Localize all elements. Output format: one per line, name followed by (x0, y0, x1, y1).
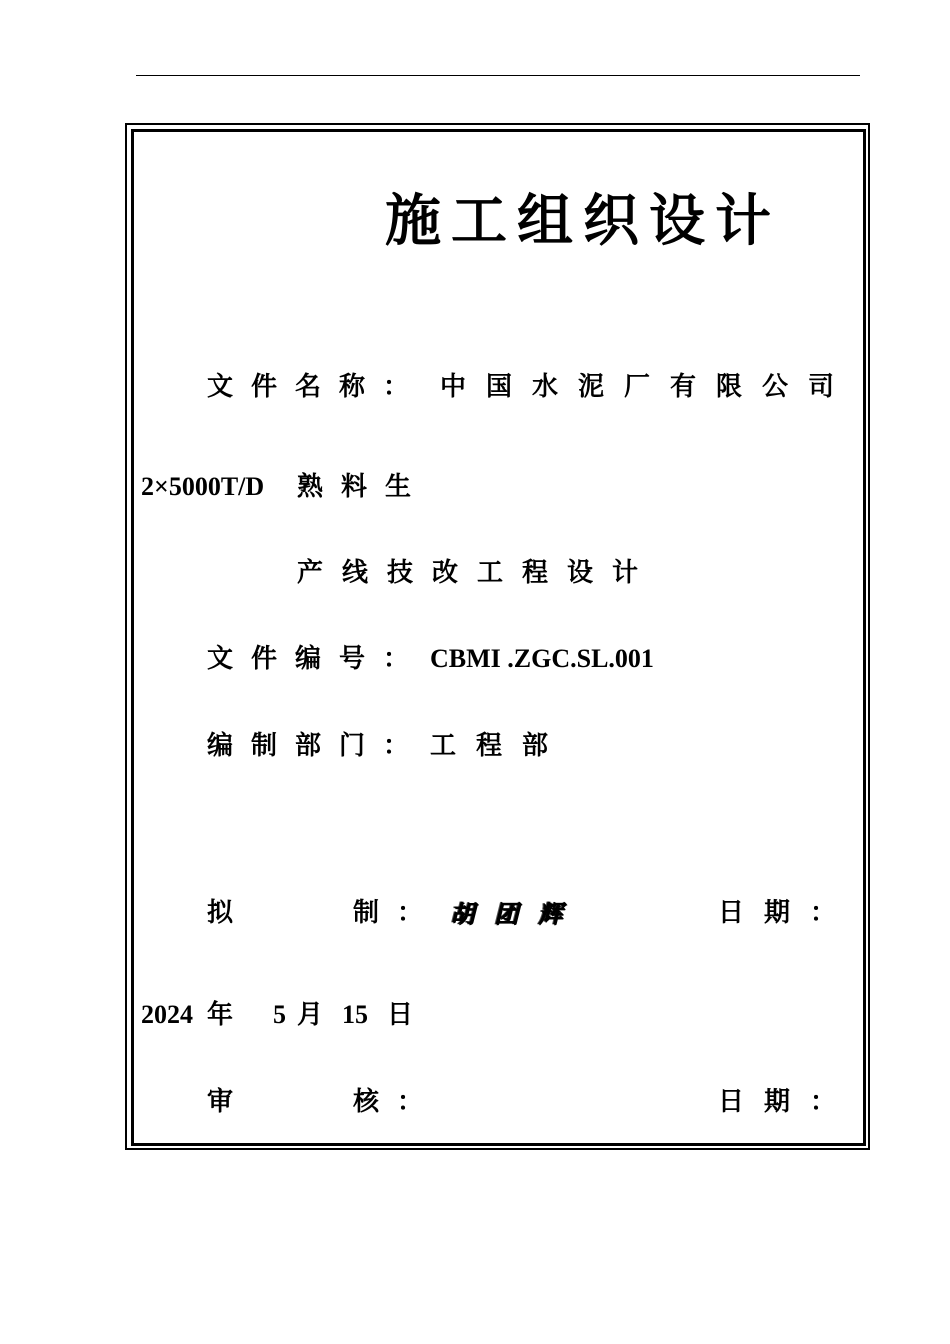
date-year: 2024 (141, 1000, 193, 1029)
date-label-1: 日期： (718, 898, 857, 928)
header-rule (136, 75, 860, 76)
file-name-line2-cn: 熟料生 (297, 472, 430, 502)
department: 工程部 (430, 731, 569, 761)
date-day-unit: 日 (387, 1000, 432, 1030)
reviewer-label-a: 审 (207, 1087, 252, 1117)
department-label: 编制部门： (207, 731, 428, 761)
file-number: CBMI .ZGC.SL.001 (430, 644, 654, 673)
document-title: 施工组织设计 (385, 188, 781, 254)
date-year-unit: 年 (207, 1000, 252, 1030)
date-month: 5 (273, 1000, 286, 1029)
reviewer-label-b: 核： (353, 1087, 442, 1117)
file-name-line3: 产线技改工程设计 (297, 558, 658, 588)
file-name-line2-latin: 2×5000T/D (141, 472, 265, 501)
file-name-line1: 中国水泥厂有限公司 (440, 372, 855, 402)
file-name-label: 文件名称： (207, 372, 428, 402)
file-number-label: 文件编号： (207, 644, 428, 674)
drafter-signature: 胡团辉 (450, 899, 582, 928)
cover-frame-inner (131, 129, 866, 1146)
date-month-unit: 月 (297, 1000, 342, 1030)
drafter-label-a: 拟 (207, 898, 252, 928)
date-label-2: 日期： (718, 1087, 857, 1117)
date-day: 15 (342, 1000, 368, 1029)
drafter-label-b: 制： (353, 898, 442, 928)
